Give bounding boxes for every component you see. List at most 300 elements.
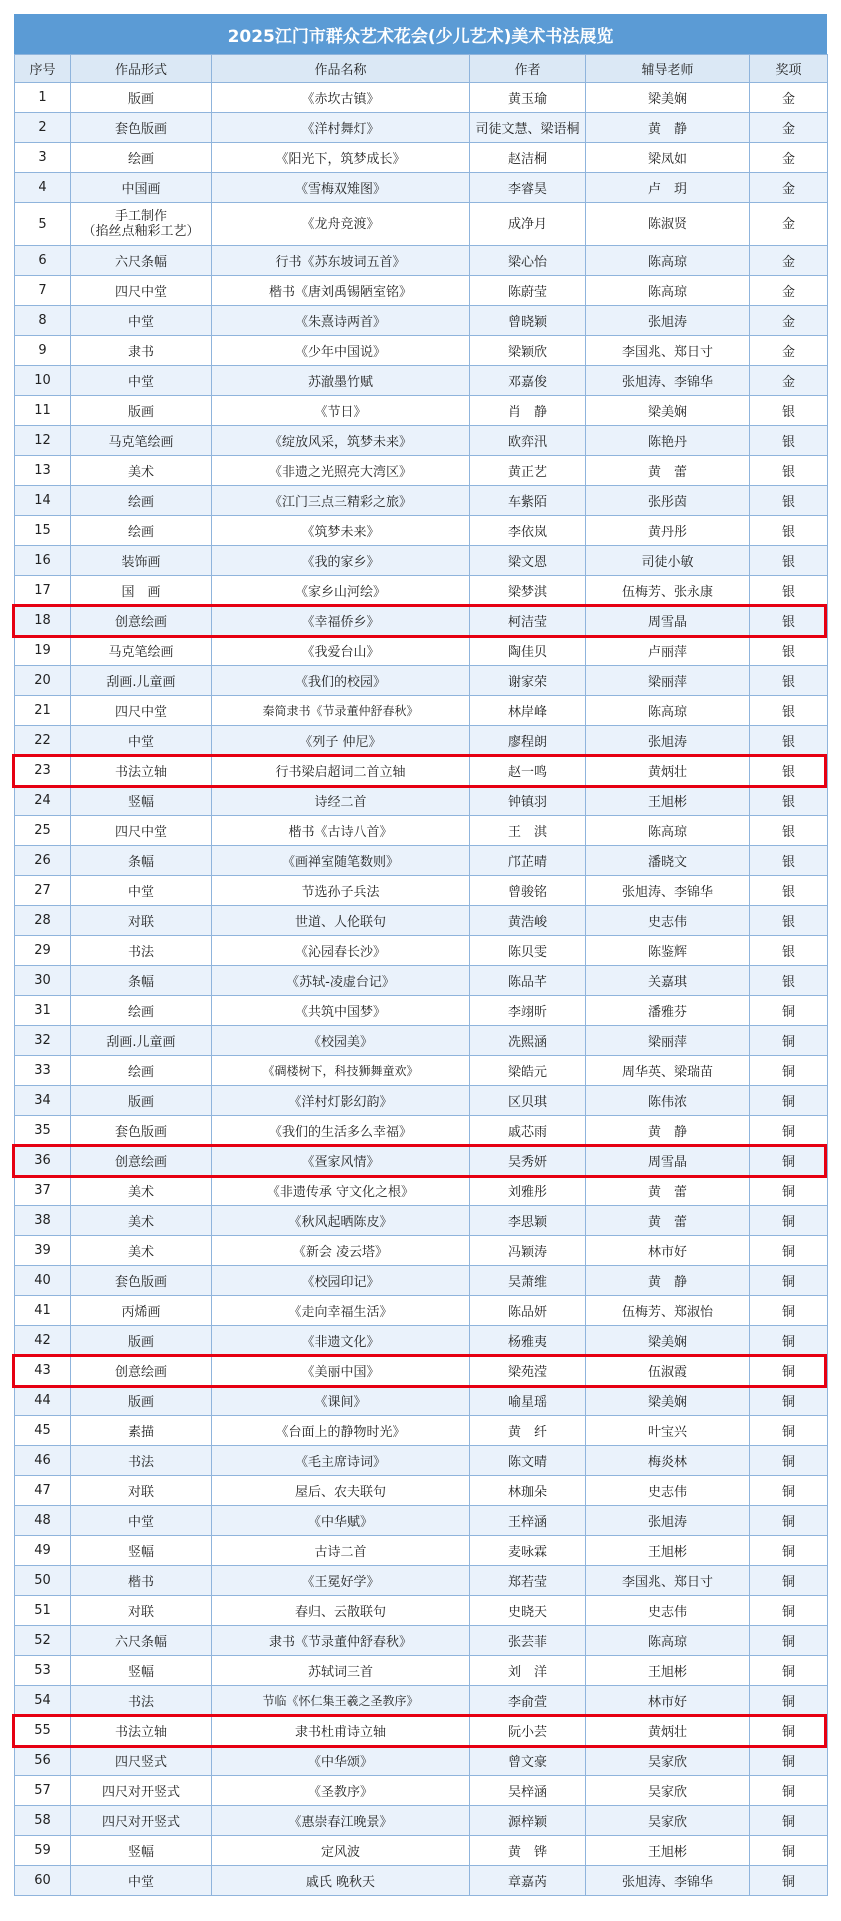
teacher-cell: 林市好 xyxy=(586,1686,750,1716)
award-cell: 铜 xyxy=(750,1236,828,1266)
form-cell: 竖幅 xyxy=(71,1536,212,1566)
award-cell: 铜 xyxy=(750,1116,828,1146)
index-cell: 19 xyxy=(15,636,71,666)
index-cell: 55 xyxy=(15,1716,71,1746)
header-cell: 辅导老师 xyxy=(586,55,750,83)
table-row xyxy=(15,996,828,1026)
author-cell: 梁心怡 xyxy=(470,246,586,276)
teacher-cell: 黄 静 xyxy=(586,1116,750,1146)
header-cell: 作品形式 xyxy=(71,55,212,83)
sheet-title: 2025江门市群众艺术花会(少儿艺术)美术书法展览 xyxy=(14,14,827,54)
award-cell: 金 xyxy=(750,276,828,306)
teacher-cell: 王旭彬 xyxy=(586,1536,750,1566)
teacher-cell: 黄 静 xyxy=(586,113,750,143)
work-title-cell: 苏澈墨竹赋 xyxy=(212,366,470,396)
teacher-cell: 史志伟 xyxy=(586,1596,750,1626)
author-cell: 赵一鸣 xyxy=(470,756,586,786)
author-cell: 司徒文慧、梁语桐 xyxy=(470,113,586,143)
award-cell: 铜 xyxy=(750,1356,828,1386)
work-title-cell: 行书梁启超词二首立轴 xyxy=(212,756,470,786)
index-cell: 26 xyxy=(15,846,71,876)
author-cell: 章嘉芮 xyxy=(470,1866,586,1896)
teacher-cell: 张旭涛、李锦华 xyxy=(586,1866,750,1896)
author-cell: 曾文豪 xyxy=(470,1746,586,1776)
table-row xyxy=(15,1626,828,1656)
work-title-cell: 《校园美》 xyxy=(212,1026,470,1056)
award-cell: 银 xyxy=(750,456,828,486)
form-cell: 四尺中堂 xyxy=(71,696,212,726)
index-cell: 28 xyxy=(15,906,71,936)
teacher-cell: 陈高琼 xyxy=(586,246,750,276)
index-cell: 45 xyxy=(15,1416,71,1446)
table-row xyxy=(15,1806,828,1836)
index-cell: 23 xyxy=(15,756,71,786)
author-cell: 李翊昕 xyxy=(470,996,586,1026)
form-cell: 中国画 xyxy=(71,173,212,203)
teacher-cell: 关嘉琪 xyxy=(586,966,750,996)
award-cell: 金 xyxy=(750,173,828,203)
table-row xyxy=(15,1356,828,1386)
author-cell: 柯洁莹 xyxy=(470,606,586,636)
author-cell: 曾骏铭 xyxy=(470,876,586,906)
form-cell: 马克笔绘画 xyxy=(71,636,212,666)
table-row xyxy=(15,876,828,906)
form-cell: 对联 xyxy=(71,1476,212,1506)
table-row xyxy=(15,516,828,546)
index-cell: 34 xyxy=(15,1086,71,1116)
author-cell: 杨雅夷 xyxy=(470,1326,586,1356)
work-title-cell: 古诗二首 xyxy=(212,1536,470,1566)
header-cell: 作者 xyxy=(470,55,586,83)
table-row xyxy=(15,1116,828,1146)
table-row xyxy=(15,1416,828,1446)
author-cell: 梁梦淇 xyxy=(470,576,586,606)
work-title-cell: 《节日》 xyxy=(212,396,470,426)
work-title-cell: 《圣教序》 xyxy=(212,1776,470,1806)
form-cell: 绘画 xyxy=(71,1056,212,1086)
work-title-cell: 节选孙子兵法 xyxy=(212,876,470,906)
teacher-cell: 伍梅芳、郑淑怡 xyxy=(586,1296,750,1326)
form-cell: 创意绘画 xyxy=(71,1146,212,1176)
index-cell: 4 xyxy=(15,173,71,203)
index-cell: 8 xyxy=(15,306,71,336)
teacher-cell: 王旭彬 xyxy=(586,786,750,816)
teacher-cell: 吴家欣 xyxy=(586,1776,750,1806)
author-cell: 林珈朵 xyxy=(470,1476,586,1506)
table-row xyxy=(15,456,828,486)
index-cell: 33 xyxy=(15,1056,71,1086)
form-cell: 套色版画 xyxy=(71,113,212,143)
index-cell: 37 xyxy=(15,1176,71,1206)
author-cell: 成净月 xyxy=(470,203,586,246)
table-row xyxy=(15,336,828,366)
table-row xyxy=(15,276,828,306)
author-cell: 陈品芊 xyxy=(470,966,586,996)
author-cell: 肖 静 xyxy=(470,396,586,426)
table-row xyxy=(15,1386,828,1416)
index-cell: 39 xyxy=(15,1236,71,1266)
index-cell: 49 xyxy=(15,1536,71,1566)
table-row xyxy=(15,1716,828,1746)
table-row xyxy=(15,143,828,173)
work-title-cell: 《沁园春长沙》 xyxy=(212,936,470,966)
table-row xyxy=(15,1266,828,1296)
award-cell: 银 xyxy=(750,786,828,816)
teacher-cell: 陈艳丹 xyxy=(586,426,750,456)
table-row xyxy=(15,1566,828,1596)
author-cell: 郑若莹 xyxy=(470,1566,586,1596)
index-cell: 10 xyxy=(15,366,71,396)
index-cell: 1 xyxy=(15,83,71,113)
index-cell: 20 xyxy=(15,666,71,696)
teacher-cell: 李国兆、郑日寸 xyxy=(586,1566,750,1596)
header-cell: 作品名称 xyxy=(212,55,470,83)
award-cell: 银 xyxy=(750,666,828,696)
form-cell: 版画 xyxy=(71,1386,212,1416)
index-cell: 51 xyxy=(15,1596,71,1626)
index-cell: 14 xyxy=(15,486,71,516)
form-cell: 版画 xyxy=(71,83,212,113)
header-row xyxy=(15,55,828,83)
form-cell: 美术 xyxy=(71,1206,212,1236)
author-cell: 欧弈汛 xyxy=(470,426,586,456)
teacher-cell: 陈高琼 xyxy=(586,276,750,306)
table-row xyxy=(15,396,828,426)
form-cell: 书法立轴 xyxy=(71,756,212,786)
award-cell: 银 xyxy=(750,726,828,756)
teacher-cell: 吴家欣 xyxy=(586,1806,750,1836)
author-cell: 吴梓涵 xyxy=(470,1776,586,1806)
author-cell: 车紫陌 xyxy=(470,486,586,516)
work-title-cell: 《中华赋》 xyxy=(212,1506,470,1536)
table-row xyxy=(15,1776,828,1806)
award-cell: 铜 xyxy=(750,1086,828,1116)
award-cell: 金 xyxy=(750,83,828,113)
work-title-cell: 秦简隶书《节录董仲舒春秋》 xyxy=(212,696,470,726)
index-cell: 6 xyxy=(15,246,71,276)
index-cell: 25 xyxy=(15,816,71,846)
work-title-cell: 《非遗文化》 xyxy=(212,1326,470,1356)
teacher-cell: 潘雅芬 xyxy=(586,996,750,1026)
form-cell: 书法 xyxy=(71,1446,212,1476)
author-cell: 钟镇羽 xyxy=(470,786,586,816)
work-title-cell: 行书《苏东坡词五首》 xyxy=(212,246,470,276)
work-title-cell: 《苏轼-凌虚台记》 xyxy=(212,966,470,996)
header-cell: 奖项 xyxy=(750,55,828,83)
table-row xyxy=(15,666,828,696)
award-cell: 铜 xyxy=(750,996,828,1026)
table-row xyxy=(15,426,828,456)
work-title-cell: 《美丽中国》 xyxy=(212,1356,470,1386)
form-cell: 绘画 xyxy=(71,996,212,1026)
awards-sheet xyxy=(14,14,827,1896)
author-cell: 王 淇 xyxy=(470,816,586,846)
award-cell: 银 xyxy=(750,396,828,426)
index-cell: 7 xyxy=(15,276,71,306)
teacher-cell: 潘晓文 xyxy=(586,846,750,876)
work-title-cell: 《龙舟竞渡》 xyxy=(212,203,470,246)
work-title-cell: 《我的家乡》 xyxy=(212,546,470,576)
index-cell: 24 xyxy=(15,786,71,816)
author-cell: 谢家荣 xyxy=(470,666,586,696)
work-title-cell: 诗经二首 xyxy=(212,786,470,816)
teacher-cell: 陈高琼 xyxy=(586,696,750,726)
teacher-cell: 张彤茵 xyxy=(586,486,750,516)
form-cell: 创意绘画 xyxy=(71,606,212,636)
work-title-cell: 《非遗传承 守文化之根》 xyxy=(212,1176,470,1206)
table-row xyxy=(15,306,828,336)
teacher-cell: 张旭涛、李锦华 xyxy=(586,876,750,906)
work-title-cell: 《洋村灯影幻韵》 xyxy=(212,1086,470,1116)
table-row xyxy=(15,1296,828,1326)
teacher-cell: 周华英、梁瑞苗 xyxy=(586,1056,750,1086)
form-cell: 隶书 xyxy=(71,336,212,366)
form-cell: 丙烯画 xyxy=(71,1296,212,1326)
table-row xyxy=(15,966,828,996)
teacher-cell: 梁丽萍 xyxy=(586,1026,750,1056)
work-title-cell: 《幸福侨乡》 xyxy=(212,606,470,636)
teacher-cell: 王旭彬 xyxy=(586,1836,750,1866)
teacher-cell: 梁丽萍 xyxy=(586,666,750,696)
work-title-cell: 《少年中国说》 xyxy=(212,336,470,366)
form-cell: 版画 xyxy=(71,1326,212,1356)
teacher-cell: 吴家欣 xyxy=(586,1746,750,1776)
work-title-cell: 《王冕好学》 xyxy=(212,1566,470,1596)
award-cell: 银 xyxy=(750,426,828,456)
work-title-cell: 《家乡山河绘》 xyxy=(212,576,470,606)
index-cell: 40 xyxy=(15,1266,71,1296)
award-cell: 铜 xyxy=(750,1176,828,1206)
index-cell: 47 xyxy=(15,1476,71,1506)
table-row xyxy=(15,1026,828,1056)
table-row xyxy=(15,576,828,606)
award-cell: 金 xyxy=(750,366,828,396)
award-cell: 铜 xyxy=(750,1746,828,1776)
form-cell: 四尺竖式 xyxy=(71,1746,212,1776)
table-body xyxy=(15,83,828,1896)
award-cell: 银 xyxy=(750,636,828,666)
author-cell: 邝芷晴 xyxy=(470,846,586,876)
table-row xyxy=(15,1596,828,1626)
award-cell: 银 xyxy=(750,876,828,906)
form-cell: 四尺中堂 xyxy=(71,276,212,306)
author-cell: 黄 纤 xyxy=(470,1416,586,1446)
teacher-cell: 司徒小敏 xyxy=(586,546,750,576)
teacher-cell: 卢 玥 xyxy=(586,173,750,203)
index-cell: 17 xyxy=(15,576,71,606)
teacher-cell: 黄炳壮 xyxy=(586,756,750,786)
teacher-cell: 黄 蕾 xyxy=(586,456,750,486)
form-cell: 条幅 xyxy=(71,966,212,996)
index-cell: 16 xyxy=(15,546,71,576)
author-cell: 李思颖 xyxy=(470,1206,586,1236)
table-row xyxy=(15,1476,828,1506)
award-cell: 银 xyxy=(750,486,828,516)
index-cell: 46 xyxy=(15,1446,71,1476)
author-cell: 刘雅彤 xyxy=(470,1176,586,1206)
teacher-cell: 张旭涛、李锦华 xyxy=(586,366,750,396)
table-row xyxy=(15,1686,828,1716)
form-cell: 条幅 xyxy=(71,846,212,876)
author-cell: 梁颖欣 xyxy=(470,336,586,366)
teacher-cell: 史志伟 xyxy=(586,1476,750,1506)
form-cell: 素描 xyxy=(71,1416,212,1446)
table-row xyxy=(15,1206,828,1236)
index-cell: 57 xyxy=(15,1776,71,1806)
work-title-cell: 《我们的生活多么幸福》 xyxy=(212,1116,470,1146)
award-cell: 铜 xyxy=(750,1476,828,1506)
index-cell: 12 xyxy=(15,426,71,456)
work-title-cell: 《惠崇春江晚景》 xyxy=(212,1806,470,1836)
form-cell: 对联 xyxy=(71,1596,212,1626)
award-cell: 铜 xyxy=(750,1266,828,1296)
award-cell: 金 xyxy=(750,246,828,276)
table-row xyxy=(15,606,828,636)
index-cell: 59 xyxy=(15,1836,71,1866)
table-row xyxy=(15,1446,828,1476)
form-cell: 书法 xyxy=(71,936,212,966)
form-cell: 四尺对开竖式 xyxy=(71,1776,212,1806)
table-row xyxy=(15,846,828,876)
index-cell: 42 xyxy=(15,1326,71,1356)
table-row xyxy=(15,1536,828,1566)
award-cell: 铜 xyxy=(750,1686,828,1716)
table-row xyxy=(15,1146,828,1176)
table-row xyxy=(15,1176,828,1206)
work-title-cell: 《画禅室随笔数则》 xyxy=(212,846,470,876)
index-cell: 53 xyxy=(15,1656,71,1686)
form-cell: 四尺对开竖式 xyxy=(71,1806,212,1836)
author-cell: 李依岚 xyxy=(470,516,586,546)
work-title-cell: 《台面上的静物时光》 xyxy=(212,1416,470,1446)
table-row xyxy=(15,906,828,936)
table-row xyxy=(15,1506,828,1536)
work-title-cell: 《绽放风采，筑梦未来》 xyxy=(212,426,470,456)
table-row xyxy=(15,1326,828,1356)
work-title-cell: 《碉楼树下，科技狮舞童欢》 xyxy=(212,1056,470,1086)
form-cell: 六尺条幅 xyxy=(71,246,212,276)
index-cell: 29 xyxy=(15,936,71,966)
award-cell: 铜 xyxy=(750,1656,828,1686)
table-row xyxy=(15,816,828,846)
form-cell: 中堂 xyxy=(71,1506,212,1536)
table-row xyxy=(15,203,828,246)
table-row xyxy=(15,726,828,756)
index-cell: 13 xyxy=(15,456,71,486)
index-cell: 35 xyxy=(15,1116,71,1146)
teacher-cell: 陈高琼 xyxy=(586,1626,750,1656)
award-cell: 金 xyxy=(750,203,828,246)
teacher-cell: 梁美娴 xyxy=(586,83,750,113)
index-cell: 21 xyxy=(15,696,71,726)
award-cell: 银 xyxy=(750,756,828,786)
form-cell: 六尺条幅 xyxy=(71,1626,212,1656)
table-row xyxy=(15,1236,828,1266)
form-cell: 书法立轴 xyxy=(71,1716,212,1746)
author-cell: 黄正艺 xyxy=(470,456,586,486)
table-row xyxy=(15,636,828,666)
teacher-cell: 李国兆、郑日寸 xyxy=(586,336,750,366)
index-cell: 2 xyxy=(15,113,71,143)
author-cell: 吴秀妍 xyxy=(470,1146,586,1176)
teacher-cell: 史志伟 xyxy=(586,906,750,936)
form-cell: 四尺中堂 xyxy=(71,816,212,846)
award-cell: 银 xyxy=(750,516,828,546)
award-cell: 铜 xyxy=(750,1326,828,1356)
award-cell: 金 xyxy=(750,113,828,143)
award-cell: 铜 xyxy=(750,1776,828,1806)
teacher-cell: 梁美娴 xyxy=(586,396,750,426)
form-cell: 套色版画 xyxy=(71,1266,212,1296)
award-cell: 铜 xyxy=(750,1446,828,1476)
award-cell: 银 xyxy=(750,816,828,846)
work-title-cell: 《走向幸福生活》 xyxy=(212,1296,470,1326)
table-row xyxy=(15,246,828,276)
author-cell: 黄玉瑜 xyxy=(470,83,586,113)
index-cell: 9 xyxy=(15,336,71,366)
author-cell: 冯颖涛 xyxy=(470,1236,586,1266)
table-row xyxy=(15,366,828,396)
form-cell: 套色版画 xyxy=(71,1116,212,1146)
author-cell: 李俞萱 xyxy=(470,1686,586,1716)
work-title-cell: 楷书《古诗八首》 xyxy=(212,816,470,846)
work-title-cell: 《朱熹诗两首》 xyxy=(212,306,470,336)
teacher-cell: 陈淑贤 xyxy=(586,203,750,246)
teacher-cell: 卢丽萍 xyxy=(586,636,750,666)
index-cell: 22 xyxy=(15,726,71,756)
form-cell: 刮画.儿童画 xyxy=(71,666,212,696)
form-cell: 版画 xyxy=(71,396,212,426)
teacher-cell: 张旭涛 xyxy=(586,1506,750,1536)
form-cell: 对联 xyxy=(71,906,212,936)
author-cell: 喻星瑶 xyxy=(470,1386,586,1416)
author-cell: 张芸菲 xyxy=(470,1626,586,1656)
table-row xyxy=(15,1086,828,1116)
work-title-cell: 戚氏 晚秋天 xyxy=(212,1866,470,1896)
award-cell: 银 xyxy=(750,906,828,936)
index-cell: 60 xyxy=(15,1866,71,1896)
teacher-cell: 梁凤如 xyxy=(586,143,750,173)
award-cell: 铜 xyxy=(750,1596,828,1626)
work-title-cell: 《非遗之光照亮大湾区》 xyxy=(212,456,470,486)
teacher-cell: 黄 蕾 xyxy=(586,1206,750,1236)
form-cell: 中堂 xyxy=(71,366,212,396)
author-cell: 林岸峰 xyxy=(470,696,586,726)
teacher-cell: 张旭涛 xyxy=(586,726,750,756)
award-cell: 铜 xyxy=(750,1416,828,1446)
teacher-cell: 梅炎林 xyxy=(586,1446,750,1476)
index-cell: 5 xyxy=(15,203,71,246)
award-cell: 银 xyxy=(750,606,828,636)
index-cell: 41 xyxy=(15,1296,71,1326)
teacher-cell: 叶宝兴 xyxy=(586,1416,750,1446)
table-row xyxy=(15,113,828,143)
award-cell: 铜 xyxy=(750,1386,828,1416)
form-cell: 创意绘画 xyxy=(71,1356,212,1386)
work-title-cell: 《雪梅双雉图》 xyxy=(212,173,470,203)
author-cell: 李睿昊 xyxy=(470,173,586,203)
form-cell: 绘画 xyxy=(71,486,212,516)
index-cell: 11 xyxy=(15,396,71,426)
award-cell: 铜 xyxy=(750,1806,828,1836)
award-cell: 铜 xyxy=(750,1626,828,1656)
form-cell: 中堂 xyxy=(71,726,212,756)
form-cell: 中堂 xyxy=(71,1866,212,1896)
form-cell: 竖幅 xyxy=(71,1656,212,1686)
table-row xyxy=(15,1056,828,1086)
work-title-cell: 定风波 xyxy=(212,1836,470,1866)
work-title-cell: 《筑梦未来》 xyxy=(212,516,470,546)
